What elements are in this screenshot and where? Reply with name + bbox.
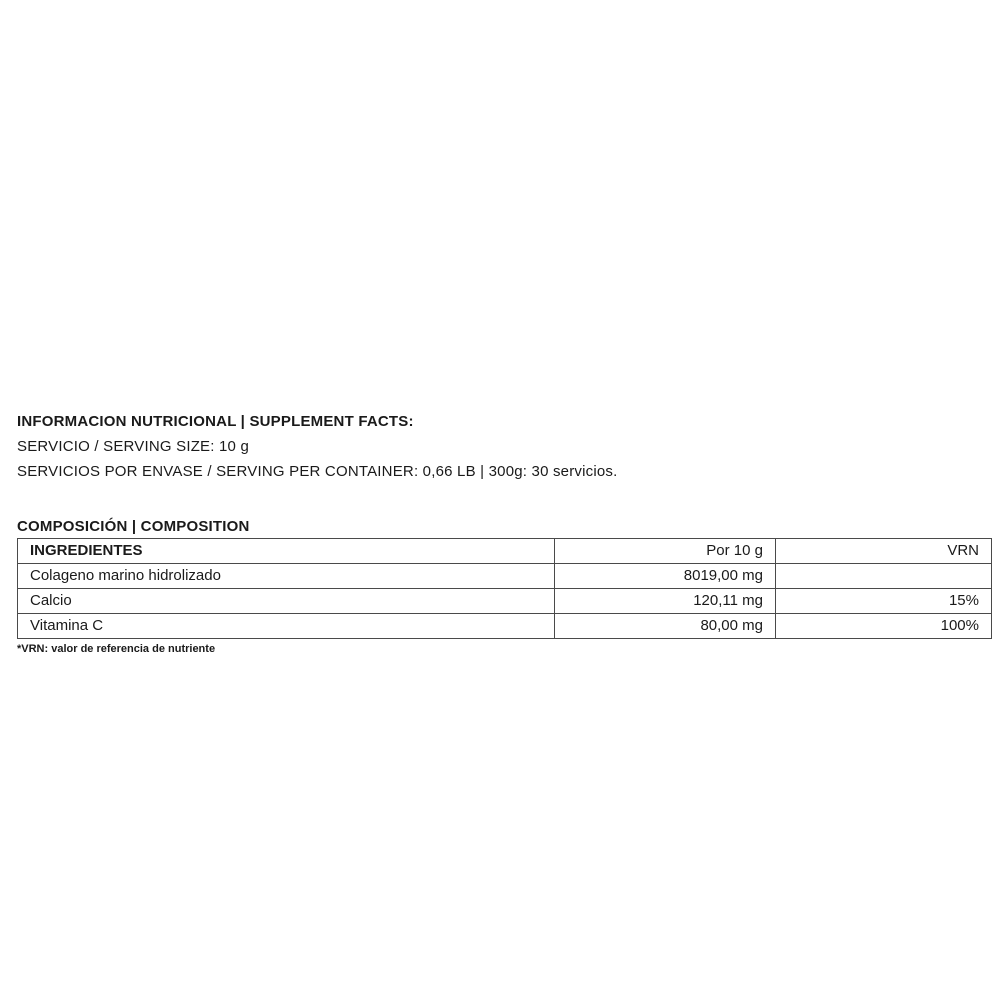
table-row — [18, 614, 992, 639]
supplement-facts-title: INFORMACION NUTRICIONAL | SUPPLEMENT FACTS: — [17, 413, 414, 430]
table-row — [18, 589, 992, 614]
serving-size: SERVICIO / SERVING SIZE: 10 g — [17, 438, 249, 455]
amount-cell: 8019,00 mg — [555, 564, 776, 589]
vrn-cell: 100% — [776, 614, 992, 639]
ingredient-cell: Calcio — [18, 589, 555, 614]
table-row — [18, 564, 992, 589]
vrn-cell: 15% — [776, 589, 992, 614]
header-amount: Por 10 g — [555, 539, 776, 564]
table-header-row — [18, 539, 992, 564]
amount-cell: 120,11 mg — [555, 589, 776, 614]
composition-table — [17, 538, 992, 639]
vrn-cell — [776, 564, 992, 589]
nutrition-label — [17, 410, 992, 659]
ingredient-cell: Colageno marino hidrolizado — [18, 564, 555, 589]
ingredient-cell: Vitamina C — [18, 614, 555, 639]
composition-title: COMPOSICIÓN | COMPOSITION — [17, 518, 250, 535]
servings-per-container: SERVICIOS POR ENVASE / SERVING PER CONTAINER: 0,66 LB | 300g: 30 servicios. — [17, 463, 618, 480]
header-vrn: VRN — [776, 539, 992, 564]
amount-cell: 80,00 mg — [555, 614, 776, 639]
header-ingredient: INGREDIENTES — [18, 539, 555, 564]
vrn-footnote: *VRN: valor de referencia de nutriente — [17, 643, 216, 655]
